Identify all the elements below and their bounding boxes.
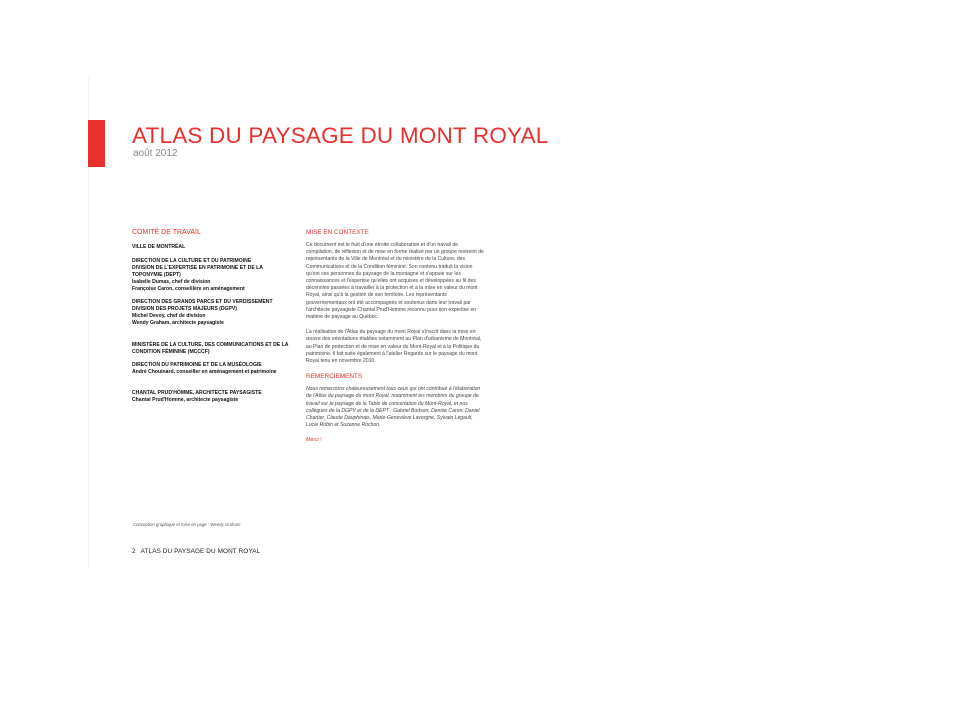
page-footer [132, 548, 260, 555]
merci-text: Merci ! [306, 437, 322, 444]
dept-line: TOPONYMIE (DEPT) [132, 271, 181, 278]
ville-block [132, 244, 304, 251]
dept-block [132, 258, 304, 293]
comite-column [132, 229, 304, 411]
design-credit: Conception graphique et mise en page : Wendy Graham [133, 522, 241, 527]
red-accent-bar [88, 120, 105, 167]
chantal-person: Chantal Prud'Homme, architecte paysagiste [132, 397, 239, 403]
contexte-paragraph: La réalisation de l'Atlas du paysage du mont Royal s'inscrit dans la mise en œuvre des orientations établies notamment au Plan d'urbanisme de Montréal, au Plan de protection et de mise en valeur du Mont-Royal et à la Politique du patrimoine. Il fait suite également à l'atelier Regards sur le paysage du mont Royal tenu en novembre 2010. [306, 329, 482, 365]
mcccf-block [132, 342, 304, 376]
dept-line: DIVISION DE L'EXPERTISE EN PATRIMOINE ET DE LA [132, 264, 263, 271]
comite-heading: COMITÉ DE TRAVAIL [132, 229, 201, 236]
remerciements-heading: REMERCIEMENTS [306, 373, 363, 381]
contexte-paragraph: Ce document est le fruit d'une étroite collaboration et d'un travail de compilation, de réflexion et de mise en forme réalisé par un groupe restreint de représentants de la Ville de Montréal et du ministère de la Culture, des Communications et de la Condition féminine. Son contenu traduit la vision qu'ont ces personnes du paysage de la montagne et s'appuie sur les connaissances et l'expertise qu'elles ont acquises et développées au fil des décennies passées à travailler à la protection et à la mise en valeur du mont Royal, ainsi qu'à la gestion de son territoire. Les représentants gouvernementaux ont été accompagnés et soutenus dans leur travail par l'architecte paysagiste Chantal Prud'Homme reconnu pour son expertise en matière de paysage au Québec. [306, 242, 484, 321]
remerciements-paragraph: Nous remercions chaleureusement tous ceux qui ont contribué à l'élaboration de l'Atlas du paysage du mont Royal, notamment les membres du groupe de travail sur le paysage de la Table de concertation du Mont-Royal, et nos collègues de la DGPV et de la DEPT ; Gabriel Bodson, Denise Caron, Daniel Chartier, Claude Dauphinais, Marie-Geneviève Lavergne, Sylvain Legault, Lucie Robin et Suzanne Rochon. [306, 386, 481, 429]
footer-label: ATLAS DU PAYSAGE DU MONT ROYAL [140, 548, 261, 555]
dgpv-person: Michel Devoy, chef de division [132, 313, 206, 319]
dept-person: Françoise Caron, conseillère en aménagement [132, 285, 245, 292]
page-number: 2 [132, 548, 136, 555]
dgpv-line: DIVISION DES PROJETS MAJEURS (DGPV) [132, 306, 238, 312]
mcccf-line: CONDITION FÉMININE (MCCCF) [132, 348, 210, 355]
dgpv-block [132, 299, 304, 327]
ville-label: VILLE DE MONTRÉAL [132, 244, 186, 250]
contexte-heading: MISE EN CONTEXTE [306, 229, 369, 236]
mcccf-person: André Chouinard, conseiller en aménagement et patrimoine [132, 368, 277, 375]
dgpv-line: DIRECTION DES GRANDS PARCS ET DU VERDISSEMENT [132, 299, 273, 305]
page-title: ATLAS DU PAYSAGE DU MONT ROYAL [132, 123, 549, 148]
mcccf-line: DIRECTION DU PATRIMOINE ET DE LA MUSÉOLOGIE [132, 361, 262, 368]
mcccf-line: MINISTÈRE DE LA CULTURE, DES COMMUNICATIONS ET DE LA [132, 341, 289, 348]
chantal-line: CHANTAL PRUD'HOMME, ARCHITECTE PAYSAGISTE [132, 390, 262, 396]
dept-person: Isabelle Dumas, chef de division [132, 278, 211, 285]
dgpv-person: Wendy Graham, architecte paysagiste [132, 320, 224, 326]
page-date: août 2012 [133, 148, 178, 159]
chantal-block [132, 390, 304, 404]
text-column [306, 229, 486, 443]
dept-line: DIRECTION DE LA CULTURE ET DU PATRIMOINE [132, 257, 252, 264]
